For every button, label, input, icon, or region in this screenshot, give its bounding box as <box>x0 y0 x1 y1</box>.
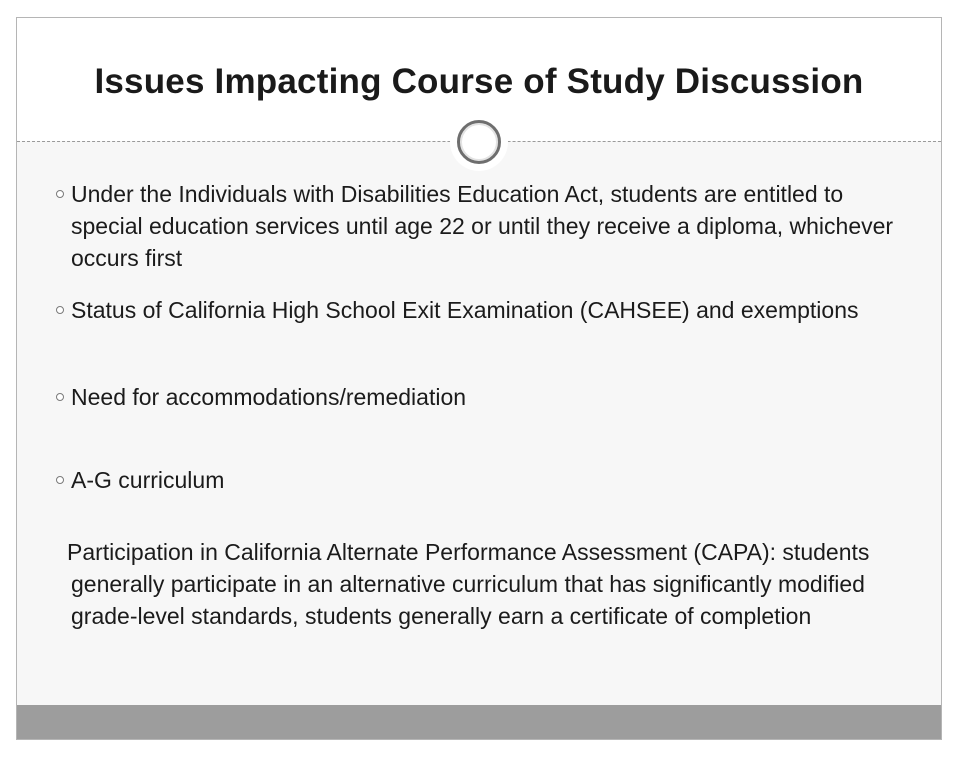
bullet-dot-icon <box>56 190 64 198</box>
footer-bar <box>17 705 941 739</box>
slide-title: Issues Impacting Course of Study Discussion <box>94 62 864 101</box>
bullet-item <box>71 381 921 413</box>
bullet-dot-icon <box>56 306 64 314</box>
bullet-text: Need for accommodations/remediation <box>71 384 467 410</box>
capa-paragraph <box>67 536 921 632</box>
bullet-text: A-G curriculum <box>71 467 225 493</box>
bullet-text: Status of California High School Exit Examination (CAHSEE) and exemptions <box>71 297 859 323</box>
bullet-text: Under the Individuals with Disabilities Education Act, students are entitled to special education services until age 22 or until they receive a diploma, whichever occurs first <box>71 181 894 271</box>
paragraph-text: Participation in California Alternate Performance Assessment (CAPA): students generally participate in an alternative curriculum that has significantly modified grade-level standards, students generally earn a certificate of completion <box>67 539 870 629</box>
slide <box>16 17 942 740</box>
bullet-item <box>71 464 921 496</box>
bullet-dot-icon <box>56 393 64 401</box>
bullet-item <box>71 294 921 326</box>
bullet-item <box>71 178 921 274</box>
bullet-dot-icon <box>56 476 64 484</box>
